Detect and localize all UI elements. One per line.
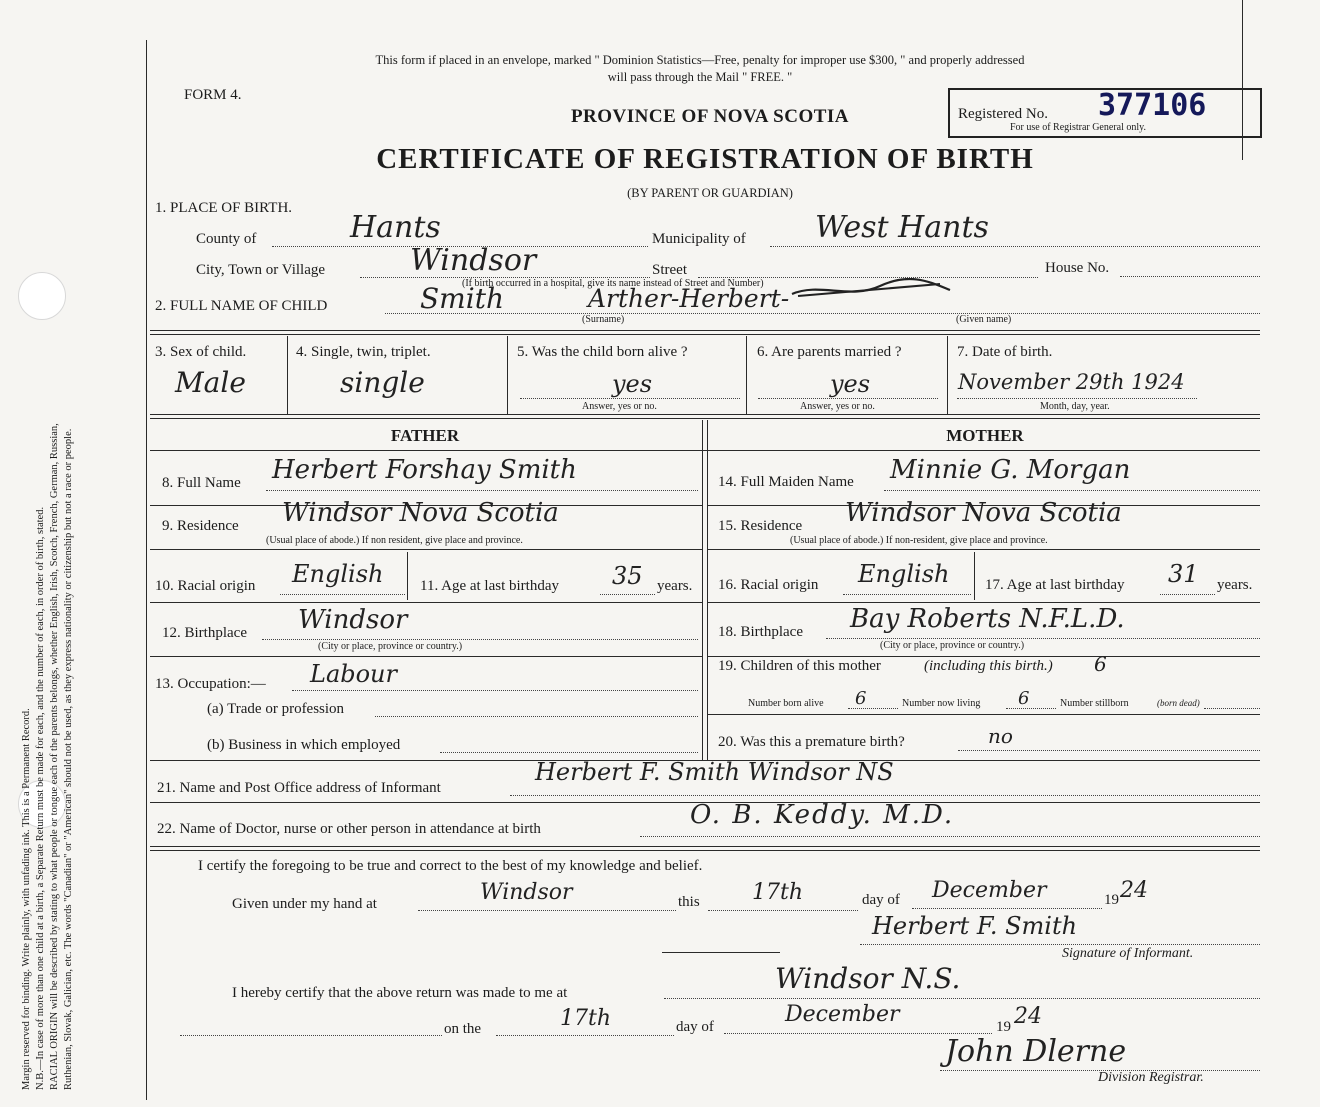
registered-box [948, 88, 1262, 138]
reg-day-value: 17th [560, 1006, 612, 1031]
father-age-label: 11. Age at last birthday [420, 578, 559, 594]
given-day-of-label: day of [862, 892, 900, 908]
registrar-label: Division Registrar. [1098, 1070, 1204, 1085]
born-alive-value: yes [612, 370, 653, 398]
father-age-value: 35 [612, 562, 643, 590]
certificate-subtitle: (BY PARENT OR GUARDIAN) [627, 186, 793, 200]
doctor-value: O. B. Keddy. M.D. [690, 800, 955, 830]
given-place-line [418, 910, 676, 911]
father-occupation-label: 13. Occupation:— [155, 676, 266, 692]
rule-f4 [150, 656, 702, 657]
sex-label: 3. Sex of child. [155, 344, 247, 360]
city-label: City, Town or Village [196, 262, 326, 278]
mother-children-value: 6 [1094, 652, 1107, 676]
living-count-label: Number now living [902, 698, 981, 709]
county-value: Hants [350, 210, 441, 245]
given-day-line [708, 910, 858, 911]
mother-years-label: years. [1217, 577, 1253, 593]
father-racial-line [280, 594, 405, 595]
strikethrough-scribble [790, 278, 955, 300]
mail-notice [260, 52, 1140, 86]
registrar-place-line [664, 998, 1260, 999]
father-racial-label: 10. Racial origin [155, 578, 256, 594]
father-business-line [440, 752, 698, 753]
given-label: Given under my hand at [232, 896, 377, 912]
municipality-line [770, 246, 1260, 247]
living-count-line [1006, 708, 1056, 709]
mother-racial-label: 16. Racial origin [718, 577, 819, 593]
child-name-line [385, 313, 1260, 314]
dob-value: November 29th 1924 [958, 370, 1185, 394]
born-alive-count-value: 6 [855, 688, 867, 709]
father-occupation-line [292, 690, 698, 691]
rule-cert-top-2 [150, 850, 1260, 851]
mother-age-value: 31 [1168, 560, 1199, 588]
registered-label: Registered No. [958, 106, 1048, 122]
municipality-label: Municipality of [652, 231, 746, 247]
margin-rule [146, 40, 147, 1100]
margin-note-1: Margin reserved for binding. Write plainly, with unfading ink. This is a Permanent Record. [21, 708, 32, 1090]
mother-birthplace-line [826, 638, 1260, 639]
mother-heading: MOTHER [946, 426, 1024, 445]
doctor-label: 22. Name of Doctor, nurse or other person in attendance at birth [157, 821, 541, 837]
col-divider-2 [507, 336, 508, 414]
living-count-value: 6 [1018, 688, 1030, 709]
informant-value: Herbert F. Smith Windsor NS [535, 758, 894, 786]
reg-day-line [496, 1035, 674, 1036]
born-alive-note: Answer, yes or no. [582, 401, 657, 412]
mother-birthplace-note: (City or place, province or country.) [880, 640, 1025, 651]
margin-note-2: N.B.—In case of more than one child at a birth, a Separate Return must be made for each, and the number of each, in order of birth, stated. [35, 506, 46, 1090]
rule-child-top [150, 330, 1260, 331]
mother-racial-value: English [858, 560, 950, 588]
reg-day-of-label: day of [676, 1019, 714, 1035]
mother-racial-divider [974, 552, 975, 600]
rule-parents-top [150, 414, 1260, 415]
parents-married-label: 6. Are parents married ? [757, 344, 902, 360]
mother-children-label: 19. Children of this mother [718, 658, 881, 674]
father-years-label: years. [657, 578, 693, 594]
father-birthplace-line [262, 639, 698, 640]
form-number: FORM 4. [184, 87, 242, 103]
surname-note: (Surname) [582, 314, 625, 325]
born-alive-label: 5. Was the child born alive ? [517, 344, 688, 360]
premature-line [958, 750, 1260, 751]
certify-statement: I certify the foregoing to be true and correct to the best of my knowledge and belief. [198, 858, 703, 874]
given-year-prefix: 19 [1104, 892, 1119, 908]
col-divider-1 [287, 336, 288, 414]
mother-name-label: 14. Full Maiden Name [718, 474, 854, 490]
short-rule [662, 952, 780, 953]
rule-m4 [708, 656, 1260, 657]
child-name-label: 2. FULL NAME OF CHILD [155, 298, 328, 314]
rule-f3 [150, 602, 702, 603]
father-name-label: 8. Full Name [162, 475, 241, 491]
father-racial-value: English [292, 560, 384, 588]
given-month-line [912, 908, 1102, 909]
mother-name-value: Minnie G. Morgan [890, 455, 1131, 485]
born-alive-count-label: Number born alive [748, 698, 824, 709]
stillborn-count-line [1204, 708, 1260, 709]
registered-number: 377106 [1098, 88, 1207, 123]
sex-value: Male [175, 366, 246, 399]
informant-line [510, 795, 1260, 796]
father-business-label: (b) Business in which employed [207, 737, 401, 753]
house-label: House No. [1045, 260, 1110, 276]
parents-divider-b [707, 420, 708, 760]
dob-line [957, 398, 1197, 399]
street-label: Street [652, 262, 687, 278]
father-birthplace-value: Windsor [298, 605, 408, 635]
on-the-label: on the [444, 1021, 482, 1037]
mother-racial-line [843, 594, 971, 595]
doctor-line [640, 836, 1260, 837]
father-age-line [600, 594, 655, 595]
given-place-value: Windsor [480, 880, 573, 905]
mail-notice-line1: This form if placed in an envelope, marked " Dominion Statistics—Free, penalty for improper use $300, " and properly addressed [375, 53, 1025, 67]
child-surname-value: Smith [420, 282, 504, 315]
premature-value: no [988, 724, 1013, 748]
father-heading: FATHER [390, 426, 460, 445]
margin-note-3: RACIAL ORIGIN will be described by stating to what people or tongue each of the parents belongs, whether English, Irish, Scotch, French, German, Russian, [49, 423, 60, 1090]
child-name-strikethrough [790, 278, 955, 300]
plurality-label: 4. Single, twin, triplet. [296, 344, 431, 360]
father-name-line [266, 490, 698, 491]
registrar-note: For use of Registrar General only. [1010, 122, 1146, 133]
father-name-value: Herbert Forshay Smith [272, 455, 577, 485]
father-trade-label: (a) Trade or profession [207, 701, 345, 717]
rule-cert-top [150, 846, 1260, 847]
city-value: Windsor [410, 243, 537, 278]
municipality-value: West Hants [815, 210, 989, 245]
reg-year-prefix: 19 [996, 1019, 1011, 1035]
registrar-signature: John Dlerne [945, 1034, 1127, 1069]
rule-parents-top-2 [150, 418, 1260, 419]
on-the-prefix-line [180, 1035, 442, 1036]
mother-children-note: (including this birth.) [924, 658, 1053, 674]
father-residence-note: (Usual place of abode.) If non resident, give place and province. [266, 535, 523, 546]
mother-residence-note: (Usual place of abode.) If non-resident, give place and province. [790, 535, 1048, 546]
registrar-statement: I hereby certify that the above return was made to me at [232, 985, 568, 1001]
informant-signature: Herbert F. Smith [872, 912, 1078, 940]
mother-residence-label: 15. Residence [718, 518, 803, 534]
street-note: (If birth occurred in a hospital, give its name instead of Street and Number) [462, 278, 764, 289]
rule-m5 [708, 714, 1260, 715]
given-month-value: December [932, 878, 1047, 903]
premature-label: 20. Was this a premature birth? [718, 734, 905, 750]
father-occupation-value: Labour [310, 660, 397, 688]
informant-signature-label: Signature of Informant. [1062, 946, 1194, 961]
born-alive-line [520, 398, 740, 399]
certificate-title: CERTIFICATE OF REGISTRATION OF BIRTH [376, 143, 1034, 175]
mother-age-label: 17. Age at last birthday [985, 577, 1125, 593]
father-birthplace-label: 12. Birthplace [162, 625, 247, 641]
mother-birthplace-value: Bay Roberts N.F.L.D. [850, 604, 1125, 634]
child-given-value: Arther-Herbert- [588, 284, 790, 313]
margin-notes [20, 20, 76, 1090]
stillborn-count-label: Number stillborn [1060, 698, 1129, 709]
parents-divider-a [702, 420, 703, 760]
father-birthplace-note: (City or place, province or country.) [318, 641, 463, 652]
born-alive-count-line [848, 708, 898, 709]
plurality-value: single [340, 366, 425, 399]
stillborn-count-note: (born dead) [1157, 698, 1200, 708]
col-divider-3 [746, 336, 747, 414]
mother-birthplace-label: 18. Birthplace [718, 624, 803, 640]
given-year-value: 24 [1120, 878, 1148, 903]
informant-label: 21. Name and Post Office address of Informant [157, 780, 441, 796]
rule-m2 [708, 549, 1260, 550]
rule-child-top-2 [150, 334, 1260, 335]
reg-month-value: December [785, 1002, 900, 1027]
rule-heading [150, 450, 1260, 451]
mother-name-line [884, 490, 1260, 491]
mother-age-line [1160, 594, 1215, 595]
rule-f2 [150, 549, 702, 550]
place-of-birth-heading: 1. PLACE OF BIRTH. [155, 200, 293, 216]
parents-married-note: Answer, yes or no. [800, 401, 875, 412]
given-name-note: (Given name) [956, 314, 1012, 325]
father-residence-label: 9. Residence [162, 518, 239, 534]
registrar-place-value: Windsor N.S. [775, 962, 961, 995]
page-edge-rule [1242, 0, 1243, 160]
mother-residence-value: Windsor Nova Scotia [845, 498, 1122, 528]
house-line [1120, 276, 1260, 277]
father-residence-value: Windsor Nova Scotia [282, 498, 559, 528]
father-trade-line [375, 716, 698, 717]
col-divider-4 [947, 336, 948, 414]
father-racial-divider [407, 552, 408, 600]
margin-note-4: Ruthenian, Slovak, Galician, etc. The words "Canadian" or "American" should not be used, as they express nationality or citizenship but not a race or people. [63, 428, 74, 1090]
informant-signature-line [860, 944, 1260, 945]
parents-married-value: yes [830, 370, 871, 398]
parents-married-line [758, 398, 938, 399]
dob-note: Month, day, year. [1040, 401, 1110, 412]
reg-year-value: 24 [1014, 1004, 1042, 1029]
rule-m3 [708, 602, 1260, 603]
county-label: County of [196, 231, 257, 247]
mail-notice-line2: will pass through the Mail " FREE. " [607, 70, 793, 84]
province-title: PROVINCE OF NOVA SCOTIA [570, 106, 850, 127]
given-this-label: this [678, 894, 700, 910]
given-day-value: 17th [752, 880, 804, 905]
dob-label: 7. Date of birth. [957, 344, 1053, 360]
